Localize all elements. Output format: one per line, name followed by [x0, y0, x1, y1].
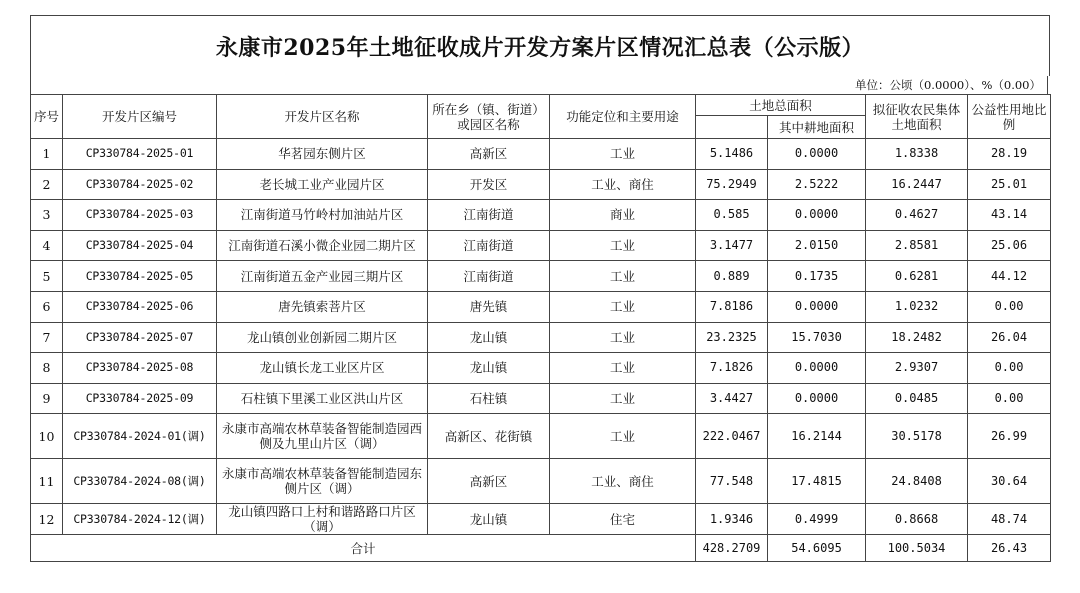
cell-collective-land: 0.4627 — [866, 200, 968, 231]
header-town: 所在乡（镇、街道）或园区名称 — [428, 95, 550, 139]
cell-farmland: 0.4999 — [768, 504, 866, 535]
cell-total-area: 0.585 — [696, 200, 768, 231]
public-ratio-total: 26.43 — [968, 535, 1051, 562]
cell-function: 工业 — [550, 322, 696, 353]
header-total-area-sub — [696, 116, 768, 139]
header-public-ratio: 公益性用地比例 — [968, 95, 1051, 139]
cell-collective-land: 1.0232 — [866, 291, 968, 322]
cell-total-area: 0.889 — [696, 261, 768, 292]
cell-name: 石柱镇下里溪工业区洪山片区 — [217, 383, 428, 414]
table-row — [31, 169, 1051, 200]
cell-seq: 12 — [31, 504, 63, 535]
cell-public-ratio: 44.12 — [968, 261, 1051, 292]
table-row — [31, 139, 1051, 170]
cell-total-area: 3.1477 — [696, 230, 768, 261]
cell-town: 龙山镇 — [428, 322, 550, 353]
cell-name: 老长城工业产业园片区 — [217, 169, 428, 200]
cell-town: 高新区、花街镇 — [428, 414, 550, 459]
cell-seq: 2 — [31, 169, 63, 200]
header-collective-land: 拟征收农民集体土地面积 — [866, 95, 968, 139]
cell-function: 商业 — [550, 200, 696, 231]
cell-code: CP330784-2024-01(调) — [63, 414, 217, 459]
cell-code: CP330784-2025-04 — [63, 230, 217, 261]
cell-town: 石柱镇 — [428, 383, 550, 414]
cell-town: 开发区 — [428, 169, 550, 200]
cell-function: 工业 — [550, 139, 696, 170]
cell-total-area: 1.9346 — [696, 504, 768, 535]
table-row — [31, 322, 1051, 353]
header-farmland: 其中耕地面积 — [768, 116, 866, 139]
unit-note: 单位：公顷（0.0000）、%（0.00） — [30, 76, 1048, 94]
summary-sheet — [30, 15, 1050, 579]
cell-function: 工业 — [550, 383, 696, 414]
cell-function: 工业 — [550, 261, 696, 292]
cell-town: 高新区 — [428, 459, 550, 504]
cell-code: CP330784-2025-08 — [63, 353, 217, 384]
cell-farmland: 17.4815 — [768, 459, 866, 504]
cell-function: 工业 — [550, 291, 696, 322]
cell-name: 永康市高端农林草装备智能制造园东侧片区（调） — [217, 459, 428, 504]
cell-farmland: 0.0000 — [768, 353, 866, 384]
cell-function: 工业 — [550, 353, 696, 384]
cell-name: 龙山镇长龙工业区片区 — [217, 353, 428, 384]
cell-function: 工业 — [550, 414, 696, 459]
cell-name: 江南街道五金产业园三期片区 — [217, 261, 428, 292]
cell-code: CP330784-2024-08(调) — [63, 459, 217, 504]
cell-code: CP330784-2025-01 — [63, 139, 217, 170]
cell-collective-land: 30.5178 — [866, 414, 968, 459]
cell-farmland: 0.0000 — [768, 139, 866, 170]
cell-seq: 10 — [31, 414, 63, 459]
table-row — [31, 504, 1051, 535]
cell-public-ratio: 28.19 — [968, 139, 1051, 170]
cell-public-ratio: 30.64 — [968, 459, 1051, 504]
farmland-sum: 54.6095 — [768, 535, 866, 562]
summary-table — [30, 94, 1051, 562]
cell-public-ratio: 43.14 — [968, 200, 1051, 231]
cell-name: 唐先镇索菩片区 — [217, 291, 428, 322]
cell-public-ratio: 25.06 — [968, 230, 1051, 261]
cell-public-ratio: 48.74 — [968, 504, 1051, 535]
table-row — [31, 383, 1051, 414]
cell-seq: 3 — [31, 200, 63, 231]
cell-total-area: 222.0467 — [696, 414, 768, 459]
total-area-sum: 428.2709 — [696, 535, 768, 562]
header-function: 功能定位和主要用途 — [550, 95, 696, 139]
cell-name: 永康市高端农林草装备智能制造园西侧及九里山片区（调） — [217, 414, 428, 459]
cell-town: 江南街道 — [428, 230, 550, 261]
cell-total-area: 75.2949 — [696, 169, 768, 200]
cell-function: 工业 — [550, 230, 696, 261]
cell-total-area: 77.548 — [696, 459, 768, 504]
cell-public-ratio: 0.00 — [968, 291, 1051, 322]
cell-total-area: 23.2325 — [696, 322, 768, 353]
header-seq: 序号 — [31, 95, 63, 139]
cell-total-area: 3.4427 — [696, 383, 768, 414]
header-name: 开发片区名称 — [217, 95, 428, 139]
cell-farmland: 2.5222 — [768, 169, 866, 200]
cell-code: CP330784-2025-06 — [63, 291, 217, 322]
cell-total-area: 7.1826 — [696, 353, 768, 384]
cell-code: CP330784-2025-03 — [63, 200, 217, 231]
header-total-area: 土地总面积 — [696, 95, 866, 116]
cell-collective-land: 24.8408 — [866, 459, 968, 504]
cell-farmland: 0.1735 — [768, 261, 866, 292]
cell-farmland: 0.0000 — [768, 383, 866, 414]
total-row — [31, 535, 1051, 562]
table-row — [31, 459, 1051, 504]
cell-function: 工业、商住 — [550, 459, 696, 504]
cell-seq: 5 — [31, 261, 63, 292]
cell-collective-land: 18.2482 — [866, 322, 968, 353]
cell-farmland: 16.2144 — [768, 414, 866, 459]
cell-farmland: 0.0000 — [768, 291, 866, 322]
cell-seq: 9 — [31, 383, 63, 414]
cell-collective-land: 2.9307 — [866, 353, 968, 384]
cell-function: 工业、商住 — [550, 169, 696, 200]
cell-public-ratio: 0.00 — [968, 383, 1051, 414]
cell-town: 江南街道 — [428, 200, 550, 231]
cell-total-area: 5.1486 — [696, 139, 768, 170]
cell-public-ratio: 0.00 — [968, 353, 1051, 384]
cell-collective-land: 0.0485 — [866, 383, 968, 414]
cell-function: 住宅 — [550, 504, 696, 535]
cell-name: 华茗园东侧片区 — [217, 139, 428, 170]
cell-seq: 4 — [31, 230, 63, 261]
cell-total-area: 7.8186 — [696, 291, 768, 322]
cell-code: CP330784-2025-05 — [63, 261, 217, 292]
cell-code: CP330784-2024-12(调) — [63, 504, 217, 535]
cell-farmland: 0.0000 — [768, 200, 866, 231]
cell-town: 龙山镇 — [428, 353, 550, 384]
cell-seq: 11 — [31, 459, 63, 504]
cell-name: 江南街道马竹岭村加油站片区 — [217, 200, 428, 231]
cell-farmland: 15.7030 — [768, 322, 866, 353]
total-label: 合计 — [31, 535, 696, 562]
table-row — [31, 261, 1051, 292]
cell-town: 高新区 — [428, 139, 550, 170]
cell-seq: 8 — [31, 353, 63, 384]
cell-code: CP330784-2025-09 — [63, 383, 217, 414]
cell-public-ratio: 26.04 — [968, 322, 1051, 353]
cell-name: 江南街道石溪小微企业园二期片区 — [217, 230, 428, 261]
cell-seq: 6 — [31, 291, 63, 322]
table-row — [31, 353, 1051, 384]
cell-collective-land: 1.8338 — [866, 139, 968, 170]
cell-seq: 1 — [31, 139, 63, 170]
cell-public-ratio: 25.01 — [968, 169, 1051, 200]
cell-code: CP330784-2025-07 — [63, 322, 217, 353]
cell-collective-land: 2.8581 — [866, 230, 968, 261]
cell-farmland: 2.0150 — [768, 230, 866, 261]
cell-name: 龙山镇四路口上村和谐路路口片区（调） — [217, 504, 428, 535]
table-row — [31, 414, 1051, 459]
cell-town: 唐先镇 — [428, 291, 550, 322]
cell-collective-land: 0.8668 — [866, 504, 968, 535]
cell-collective-land: 0.6281 — [866, 261, 968, 292]
cell-town: 江南街道 — [428, 261, 550, 292]
cell-public-ratio: 26.99 — [968, 414, 1051, 459]
cell-town: 龙山镇 — [428, 504, 550, 535]
table-row — [31, 230, 1051, 261]
table-title: 永康市2025年土地征收成片开发方案片区情况汇总表（公示版） — [30, 15, 1050, 76]
header-code: 开发片区编号 — [63, 95, 217, 139]
table-body — [31, 139, 1051, 535]
cell-name: 龙山镇创业创新园二期片区 — [217, 322, 428, 353]
cell-seq: 7 — [31, 322, 63, 353]
table-row — [31, 291, 1051, 322]
cell-code: CP330784-2025-02 — [63, 169, 217, 200]
table-row — [31, 200, 1051, 231]
collective-sum: 100.5034 — [866, 535, 968, 562]
cell-collective-land: 16.2447 — [866, 169, 968, 200]
